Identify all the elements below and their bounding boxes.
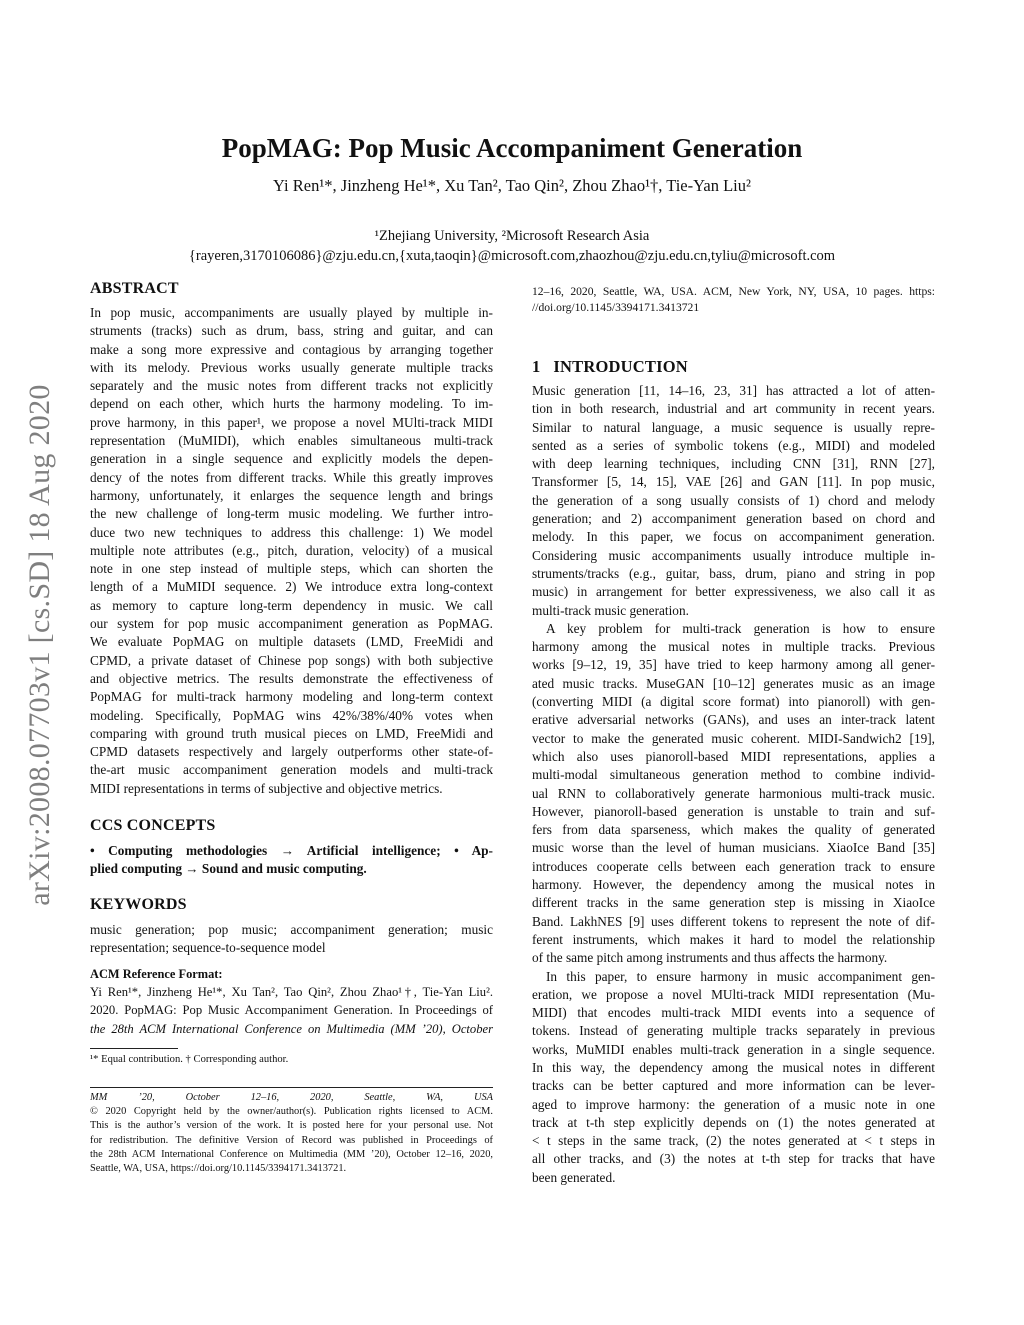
- acm-ref-heading: ACM Reference Format:: [90, 967, 223, 981]
- intro-line: In this paper, to ensure harmony in music accompaniment gen-: [546, 968, 935, 984]
- copyright-block: [90, 1091, 493, 1176]
- abstract-line: generation in a single sequence and explicitly models the depen-: [90, 451, 493, 467]
- intro-paragraph: [532, 620, 935, 968]
- abstract-body: [90, 304, 493, 798]
- intro-line: track at t-th step explicitly depends on (1) the notes generated at: [532, 1114, 935, 1130]
- intro-line: However, pianoroll-based generation is unstable to train and suf-: [532, 803, 935, 819]
- intro-line: Similar to natural language, a music sequence is usually repre-: [532, 419, 935, 435]
- intro-line: (converting MIDI (a digital score format) into pianoroll) with gen-: [532, 694, 935, 710]
- intro-line: multi-modal simultaneous generation method to combine individ-: [532, 767, 935, 783]
- ccs-heading: CCS CONCEPTS: [90, 817, 216, 834]
- abstract-line: dency of the notes from different tracks. While this greatly improves: [90, 469, 493, 485]
- abstract-line: CPMD, a private dataset of Chinese pop songs) with both subjective: [90, 652, 493, 668]
- intro-paragraph: [532, 382, 935, 620]
- intro-line: works [9–12, 19, 35] have tried to keep harmony among all gener-: [532, 657, 935, 673]
- intro-line: music worse than the level of human musicians. XiaoIce Band [35]: [532, 840, 935, 856]
- copyright-line: for redistribution. The definitive Version of Record was published in Proceedings of: [90, 1134, 493, 1146]
- intro-line: been generated.: [532, 1169, 616, 1185]
- intro-line: harmony. However, the dependency among the musical notes in: [532, 877, 935, 893]
- intro-line: ual RNN to collaboratively generate harmonious multi-track music.: [532, 785, 935, 801]
- intro-paragraph: [532, 968, 935, 1188]
- intro-line: the generation of a song usually consists of 1) chord and melody: [532, 492, 935, 508]
- intro-line: generation; and 2) accompaniment generation based on chord and: [532, 511, 935, 527]
- intro-line: Band. LakhNES [9] uses different tokens to represent the note of dif-: [532, 913, 935, 929]
- acm-ref-line: //doi.org/10.1145/3394171.3413721: [532, 301, 700, 314]
- footnote-rule: [90, 1048, 178, 1049]
- intro-line: different tracks in the same generation step is missing in XiaoIce: [532, 895, 935, 911]
- introduction-heading: 1 INTRODUCTION: [532, 357, 688, 376]
- copyright-line: This is the author’s version of the work. It is posted here for your personal use. Not: [90, 1120, 493, 1132]
- keywords-heading: KEYWORDS: [90, 896, 187, 913]
- abstract-line: We evaluate PopMAG on multiple datasets (LMD, FreeMidi and: [90, 634, 493, 650]
- abstract-line: modeling. Specifically, PopMAG wins 42%/38%/40% votes when: [90, 707, 493, 723]
- keywords-line: representation; sequence-to-sequence model: [90, 940, 326, 956]
- intro-line: tokens. Instead of generating multiple tracks separately in previous: [532, 1023, 935, 1039]
- intro-line: Considering music accompaniments usually introduce multiple in-: [532, 547, 935, 563]
- copyright-line: MM ’20, October 12–16, 2020, Seattle, WA, USA: [90, 1092, 493, 1103]
- intro-line: Transformer [5, 14, 15], VAE [26] and GAN [11]. In pop music,: [532, 474, 935, 490]
- intro-line: multi-track music generation.: [532, 602, 689, 618]
- abstract-line: struments (tracks) such as drum, bass, string and guitar, and can: [90, 323, 493, 339]
- abstract-line: length of a MuMIDI sequence. 2) We introduce extra long-context: [90, 579, 493, 595]
- intro-line: sented as a series of symbolic tokens (e.g., MIDI) and modeled: [532, 437, 935, 453]
- abstract-line: with its melody. Previous works usually generate multiple tracks: [90, 359, 493, 375]
- intro-line: vector to make the generated music coherent. MIDI-Sandwich2 [19],: [532, 730, 935, 746]
- ccs-line: • Computing methodologies → Artificial intelligence; • Ap-: [90, 843, 493, 858]
- intro-line: A key problem for multi-track generation is how to ensure: [546, 620, 935, 636]
- intro-line: aged to improve harmony: the generation of a music note in one: [532, 1096, 935, 1112]
- intro-line: of the same pitch among instruments and thus affects the harmony.: [532, 950, 888, 966]
- abstract-line: the-art music accompaniment generation models and multi-track: [90, 762, 493, 778]
- abstract-line: note in one step instead of multiple steps, which can shorten the: [90, 561, 493, 577]
- intro-line: tracks can be better captured and more information can be lever-: [532, 1078, 935, 1094]
- intro-line: ated music tracks. MuseGAN [10–12] generates music as an image: [532, 675, 935, 691]
- intro-line: erative adversarial networks (GANs), and uses an inter-track latent: [532, 712, 935, 728]
- abstract-line: representation (MuMIDI), which enables simultaneous multi-track: [90, 433, 493, 449]
- ccs-line: plied computing → Sound and music computing.: [90, 861, 367, 877]
- acm-ref-line: 2020. PopMAG: Pop Music Accompaniment Generation. In Proceedings of: [90, 1003, 493, 1018]
- acm-reference: [90, 983, 493, 1038]
- keywords-list: [90, 921, 493, 958]
- arxiv-watermark: arXiv:2008.07703v1 [cs.SD] 18 Aug 2020: [23, 384, 56, 906]
- intro-line: struments/tracks (e.g., guitar, bass, drum, piano and string in pop: [532, 565, 935, 581]
- abstract-line: MIDI representations in terms of subjective and objective metrics.: [90, 780, 443, 796]
- abstract-line: separately and the music notes from different tracks not explicitly: [90, 378, 493, 394]
- introduction-body: [532, 382, 935, 1187]
- intro-line: harmony among the musical notes in multiple tracks. Previous: [532, 639, 935, 655]
- intro-line: which also uses pianoroll-based MIDI representations, applies a: [532, 748, 935, 764]
- abstract-line: make a song more expressive and contagious by arranging together: [90, 341, 493, 357]
- intro-line: with deep learning techniques, including CNN [31], RNN [27],: [532, 456, 935, 472]
- abstract-line: depend on each other, which hurts the harmony modeling. To im-: [90, 396, 493, 412]
- intro-line: introduces cooperate cells between each generation track to ensure: [532, 858, 935, 874]
- intro-line: all other tracks, and (3) the notes at t-th step for tracks that have: [532, 1151, 935, 1167]
- paper-title: PopMAG: Pop Music Accompaniment Generation: [221, 133, 803, 163]
- intro-line: ferent instruments, which makes it hard to model the relationship: [532, 931, 935, 947]
- keywords-line: music generation; pop music; accompaniment generation; music: [90, 922, 493, 937]
- author-emails: {rayeren,3170106086}@zju.edu.cn,{xuta,taoqin}@microsoft.com,zhaozhou@zju.edu.cn,tyliu@microsoft.com: [188, 248, 836, 264]
- intro-line: < t steps in the same track, (2) the notes generated at < t steps in: [532, 1133, 935, 1149]
- acm-ref-line: the 28th ACM International Conference on Multimedia (MM ’20), October: [90, 1021, 493, 1036]
- abstract-line: harmony, unfortunately, it enlarges the sequence length and brings: [90, 487, 493, 503]
- abstract-line: duce two new techniques to address this challenge: 1) We model: [90, 524, 493, 540]
- copyright-rule: [90, 1087, 493, 1088]
- abstract-line: as memory to capture long-term dependency in music. We call: [90, 597, 493, 613]
- intro-line: fers from data sparseness, which makes the quality of generated: [532, 822, 935, 838]
- abstract-line: CPMD datasets respectively and largely outperforms other state-of-: [90, 744, 493, 760]
- abstract-line: multiple note attributes (e.g., pitch, duration, velocity) of a musical: [90, 542, 493, 558]
- footnote: ¹* Equal contribution. † Corresponding author.: [90, 1054, 289, 1065]
- intro-line: eration, we propose a novel MUlti-track MIDI representation (Mu-: [532, 986, 935, 1002]
- abstract-heading: ABSTRACT: [90, 280, 179, 297]
- affiliations: ¹Zhejiang University, ²Microsoft Research Asia: [374, 228, 650, 244]
- abstract-line: In pop music, accompaniments are usually played by multiple in-: [90, 305, 493, 320]
- copyright-line: © 2020 Copyright held by the owner/author(s). Publication rights licensed to ACM.: [90, 1106, 493, 1118]
- copyright-line: Seattle, WA, USA, https://doi.org/10.1145/3394171.3413721.: [90, 1162, 347, 1174]
- author-list: Yi Ren¹*, Jinzheng He¹*, Xu Tan², Tao Qin², Zhou Zhao¹†, Tie-Yan Liu²: [273, 176, 751, 195]
- abstract-line: PopMAG for multi-track harmony modeling and long-term context: [90, 689, 493, 705]
- acm-ref-line: 12–16, 2020, Seattle, WA, USA. ACM, New York, NY, USA, 10 pages. https:: [532, 285, 935, 298]
- intro-line: tion in both research, industrial and art community in recent years.: [532, 401, 935, 417]
- acm-reference-continued: [532, 284, 935, 316]
- intro-line: works, MuMIDI enables multi-track generation in a single sequence.: [532, 1041, 935, 1057]
- abstract-line: and objective metrics. The results demonstrate the effectiveness of: [90, 670, 493, 686]
- acm-ref-line: Yi Ren¹*, Jinzheng He¹*, Xu Tan², Tao Qin², Zhou Zhao¹†, Tie-Yan Liu².: [90, 985, 493, 999]
- abstract-line: our system for pop music accompaniment generation as PopMAG.: [90, 616, 493, 632]
- intro-line: In this way, the dependency among the musical notes in different: [532, 1059, 935, 1075]
- abstract-line: prove harmony, in this paper¹, we propose a novel MUlti-track MIDI: [90, 414, 493, 430]
- copyright-line: the 28th ACM International Conference on Multimedia (MM ’20), October 12–16, 2020,: [90, 1148, 493, 1160]
- intro-line: Music generation [11, 14–16, 23, 31] has attracted a lot of atten-: [532, 383, 935, 398]
- ccs-concepts: [90, 842, 493, 879]
- intro-line: melody. In this paper, we focus on accompaniment generation.: [532, 529, 935, 545]
- abstract-line: comparing with ground truth musical pieces on LMD, FreeMidi and: [90, 725, 493, 741]
- abstract-line: the new challenge of long-term music modeling. We further intro-: [90, 506, 493, 522]
- intro-line: music) in arrangement for better expressiveness, we also call it as: [532, 584, 935, 600]
- intro-line: MIDI) that encodes multi-track MIDI events into a sequence of: [532, 1005, 935, 1021]
